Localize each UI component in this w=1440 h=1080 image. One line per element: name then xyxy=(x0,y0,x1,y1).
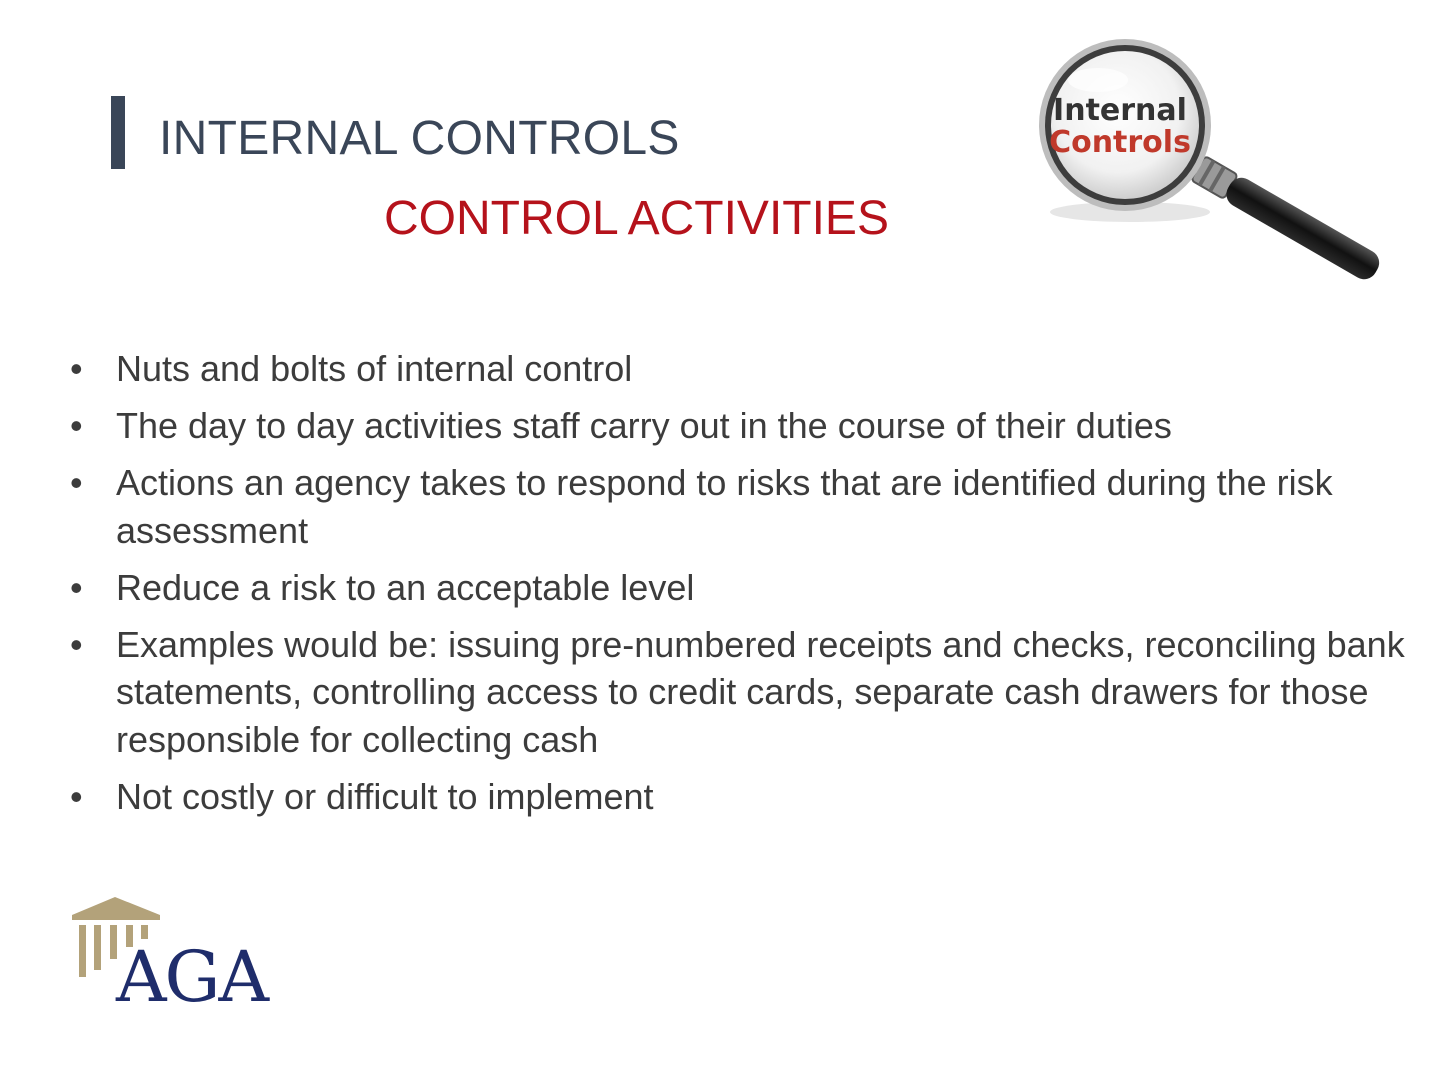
bullet-dot: • xyxy=(70,348,83,389)
list-item xyxy=(70,402,1410,450)
slide-subtitle: CONTROL ACTIVITIES xyxy=(384,192,889,245)
bullet-text: Reduce a risk to an acceptable level xyxy=(116,566,695,608)
bullet-text: Not costly or difficult to implement xyxy=(116,775,654,817)
list-item xyxy=(70,345,1410,393)
bullet-dot: • xyxy=(70,405,83,446)
magnifier-label-internal: Internal xyxy=(1053,93,1187,128)
bullet-text: Actions an agency takes to respond to risks that are identified during the risk assessment xyxy=(116,462,1333,551)
magnifying-glass-icon xyxy=(1020,30,1410,280)
bullet-dot: • xyxy=(70,462,83,503)
bullet-dot: • xyxy=(70,566,83,608)
list-item xyxy=(70,773,1410,821)
bullet-list xyxy=(70,345,1410,830)
bullet-text: The day to day activities staff carry out in the course of their duties xyxy=(116,405,1172,446)
bullet-text: Examples would be: issuing pre-numbered receipts and checks, reconciling bank statements, controlling access to credit cards, separate cash drawers for those responsible for collecting cash xyxy=(116,623,1405,760)
slide-title: INTERNAL CONTROLS xyxy=(159,112,680,165)
aga-logo xyxy=(70,893,300,1008)
bullet-dot: • xyxy=(70,775,83,817)
bullet-text: Nuts and bolts of internal control xyxy=(116,348,633,389)
list-item xyxy=(70,621,1410,764)
magnifier-label-controls: Controls xyxy=(1049,125,1191,160)
bullet-dot: • xyxy=(70,623,83,665)
title-accent-bar xyxy=(111,96,125,169)
list-item xyxy=(70,564,1410,612)
list-item xyxy=(70,459,1410,554)
logo-text: AGA xyxy=(116,936,268,1008)
